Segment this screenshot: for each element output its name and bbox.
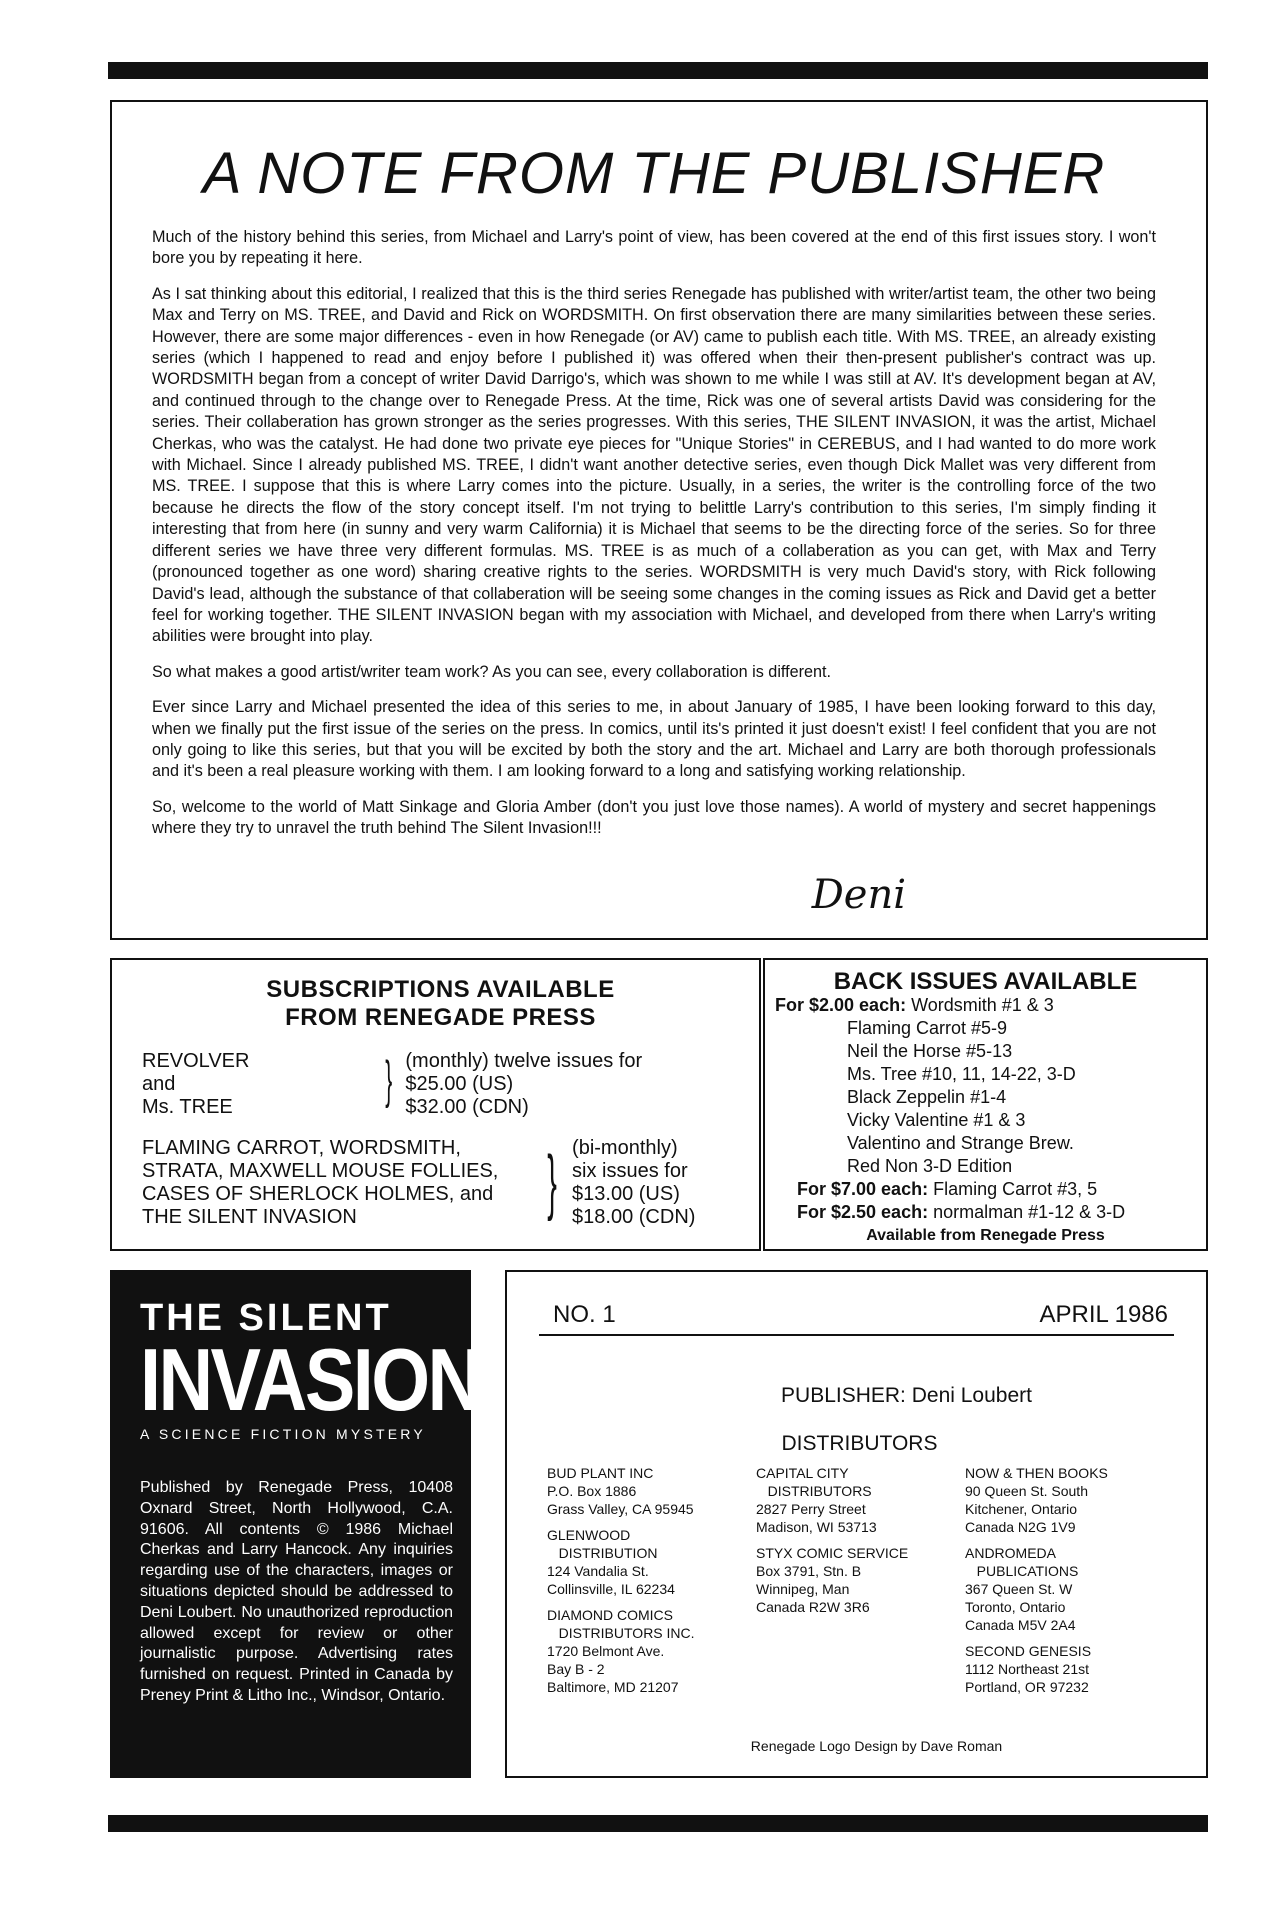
back-issue-item: Red Non 3-D Edition xyxy=(847,1156,1013,1176)
brace: } xyxy=(385,1051,393,1109)
back-issue-item: Ms. Tree #10, 11, 14-22, 3-D xyxy=(847,1064,1076,1084)
distributor-entry xyxy=(965,1642,1174,1696)
back-issues-title: BACK ISSUES AVAILABLE xyxy=(833,968,1138,995)
distributor-address: CAPITAL CITY DISTRIBUTORS 2827 Perry Street Madison, WI 53713 xyxy=(756,1465,877,1535)
distributor-address: NOW & THEN BOOKS 90 Queen St. South Kitchener, Ontario Canada N2G 1V9 xyxy=(965,1465,1108,1535)
distributor-entry xyxy=(547,1464,756,1518)
price-label: For $2.50 each: xyxy=(797,1202,929,1222)
subscription-monthly xyxy=(142,1050,739,1119)
publication-info xyxy=(505,1270,1208,1778)
series-tagline: A SCIENCE FICTION MYSTERY xyxy=(140,1426,426,1442)
publisher-note xyxy=(110,100,1208,940)
back-issue-line xyxy=(775,994,1196,1017)
price-label: For $7.00 each: xyxy=(797,1179,929,1199)
distributor-address: DIAMOND COMICS DISTRIBUTORS INC. 1720 Belmont Ave. Bay B - 2 Baltimore, MD 21207 xyxy=(547,1607,695,1695)
monthly-terms: (monthly) twelve issues for $25.00 (US) $32.00 (CDN) xyxy=(405,1050,643,1118)
back-issue-item: Flaming Carrot #3, 5 xyxy=(933,1179,1098,1199)
bimonthly-terms: (bi-monthly) six issues for $13.00 (US) $18.00 (CDN) xyxy=(572,1137,696,1228)
note-paragraph: So what makes a good artist/writer team work? As you can see, every collaboration is different. xyxy=(152,662,832,681)
distributors-column xyxy=(965,1464,1174,1704)
masthead xyxy=(110,1270,480,1778)
publisher-signature: Deni xyxy=(811,872,906,918)
note-title: A NOTE FROM THE PUBLISHER xyxy=(202,141,1106,206)
bottom-rule xyxy=(108,1815,1208,1832)
distributors-column xyxy=(547,1464,756,1704)
publisher-credit: PUBLISHER: Deni Loubert xyxy=(781,1384,1032,1407)
series-title-top: THE SILENT xyxy=(140,1297,392,1339)
back-issue-item: Black Zeppelin #1-4 xyxy=(847,1087,1007,1107)
back-issue-item: Valentino and Strange Brew. xyxy=(847,1133,1074,1153)
distributor-entry xyxy=(547,1526,756,1598)
distributor-entry xyxy=(756,1464,965,1536)
distributor-entry xyxy=(965,1544,1174,1634)
distributor-entry xyxy=(547,1606,756,1696)
distributors-list xyxy=(539,1464,1174,1704)
distributor-address: BUD PLANT INC P.O. Box 1886 Grass Valley, CA 95945 xyxy=(547,1465,694,1517)
price-label: For $2.00 each: xyxy=(775,995,907,1015)
subscription-bimonthly xyxy=(142,1137,739,1229)
back-issue-line xyxy=(775,1201,1196,1224)
back-issue-item: Neil the Horse #5-13 xyxy=(847,1041,1013,1061)
distributor-address: ANDROMEDA PUBLICATIONS 367 Queen St. W Toronto, Ontario Canada M5V 2A4 xyxy=(965,1545,1079,1633)
subscriptions-subtitle: FROM RENEGADE PRESS xyxy=(285,1004,596,1031)
bimonthly-titles: FLAMING CARROT, WORDSMITH, STRATA, MAXWELL MOUSE FOLLIES, CASES OF SHERLOCK HOLMES, and THE SILENT INVASION xyxy=(142,1137,499,1228)
distributor-entry xyxy=(965,1464,1174,1536)
distributors-title: DISTRIBUTORS xyxy=(781,1432,938,1455)
back-issues-footer: Available from Renegade Press xyxy=(866,1227,1105,1244)
back-issue-item: Flaming Carrot #5-9 xyxy=(847,1018,1008,1038)
logo-credit: Renegade Logo Design by Dave Roman xyxy=(750,1738,1003,1754)
distributor-address: GLENWOOD DISTRIBUTION 124 Vandalia St. Collinsville, IL 62234 xyxy=(547,1527,675,1597)
indicia: Published by Renegade Press, 10408 Oxnard Street, North Hollywood, C.A. 91606. All contents © 1986 Michael Cherkas and Larry Hancock. Any inquiries regarding use of the characters, images or situations depicted should be addressed to Deni Loubert. No unauthorized reproduction allowed except for review or other journalistic purpose. Advertising rates furnished on request. Printed in Canada by Preney Print & Litho Inc., Windsor, Ontario. xyxy=(140,1479,453,1704)
back-issue-item: Wordsmith #1 & 3 xyxy=(911,995,1054,1015)
back-issue-line xyxy=(775,1178,1196,1201)
note-paragraph: Much of the history behind this series, from Michael and Larry's point of view, has been covered at the end of this first issues story. I won't bore you by repeating it here. xyxy=(152,228,1156,268)
issue-header xyxy=(539,1300,1174,1336)
series-title-main: INVASION xyxy=(140,1330,480,1429)
note-paragraph: Ever since Larry and Michael presented the idea of this series to me, in about January of 1985, I have been looking forward to this day, when we finally put the first issue of the series on the press. In comics, until its's printed it just doesn't exist! I feel confident that you are not only going to like this series, but that you will be excited by both the story and the art. Michael and Larry are both thorough professionals and it's been a real pleasure working with them. I am looking forward to a long and satisfying working relationship. xyxy=(152,698,1156,781)
subscriptions-title: SUBSCRIPTIONS AVAILABLE xyxy=(266,976,615,1003)
distributor-entry xyxy=(756,1544,965,1616)
monthly-titles: REVOLVER and Ms. TREE xyxy=(142,1050,250,1118)
back-issues-box xyxy=(763,958,1208,1251)
distributor-address: STYX COMIC SERVICE Box 3791, Stn. B Winnipeg, Man Canada R2W 3R6 xyxy=(756,1545,909,1615)
distributor-address: SECOND GENESIS 1112 Northeast 21st Portland, OR 97232 xyxy=(965,1643,1092,1695)
brace: } xyxy=(547,1142,557,1222)
note-paragraph: As I sat thinking about this editorial, I realized that this is the third series Renegade has published with writer/artist team, the other two being Max and Terry on MS. TREE, and David and Rick on WORDSMITH. On first observation there are many similarities between these series. However, there are some major differences - even in how Renegade (or AV) came to publish each title. With MS. TREE, an already existing series (which I happened to read and enjoy before I published it) was offered when their then-present publisher's contract was up. WORDSMITH began from a concept of writer David Darrigo's, which was shown to me while I was still at AV. It's development began at AV, and continued through to the change over to Renegade Press. At the time, Rick was one of several artists David was considering for the series. Their collaberation has grown stronger as the series progresses. With this series, THE SILENT INVASION, it was the artist, Michael Cherkas, who was the catalyst. He had done two private eye pieces for "Unique Stories" in CEREBUS, and I had wanted to do more work with Michael. Since I already published MS. TREE, I didn't want another detective series, even though Dick Mallet was very different from MS. TREE. I suppose that this is where Larry comes into the picture. Usually, in a series, the writer is the controlling force of the two because he directs the flow of the story concept itself. I'm not trying to belittle Larry's contribution to this series, I'm simply finding it interesting that from here (in sunny and very warm California) it is Michael that seems to be the directing force of the series. So for three different series we have three very different formulas. MS. TREE is as much of a collaberation as you can get, with Max and Terry (pronounced together as one word) sharing creative rights to the series. WORDSMITH is very much David's story, with Rick following David's lead, although the substance of that collaberation will be seeing some changes in the coming issues as Rick and David get a better feel for working together. THE SILENT INVASION began with my association with Michael, and developed from there when Larry's writing abilities were brought into play. xyxy=(152,284,1156,646)
top-rule xyxy=(108,62,1208,79)
issue-number: NO. 1 xyxy=(553,1301,616,1328)
issue-date: APRIL 1986 xyxy=(1039,1301,1168,1328)
back-issue-item: normalman #1-12 & 3-D xyxy=(933,1202,1126,1222)
back-issue-item: Vicky Valentine #1 & 3 xyxy=(847,1110,1026,1130)
note-paragraph: So, welcome to the world of Matt Sinkage and Gloria Amber (don't you just love those names). A world of mystery and secret happenings where they try to unravel the truth behind The Silent Invasion!!! xyxy=(152,797,1156,838)
distributors-column xyxy=(756,1464,965,1704)
subscriptions-box xyxy=(110,958,761,1251)
